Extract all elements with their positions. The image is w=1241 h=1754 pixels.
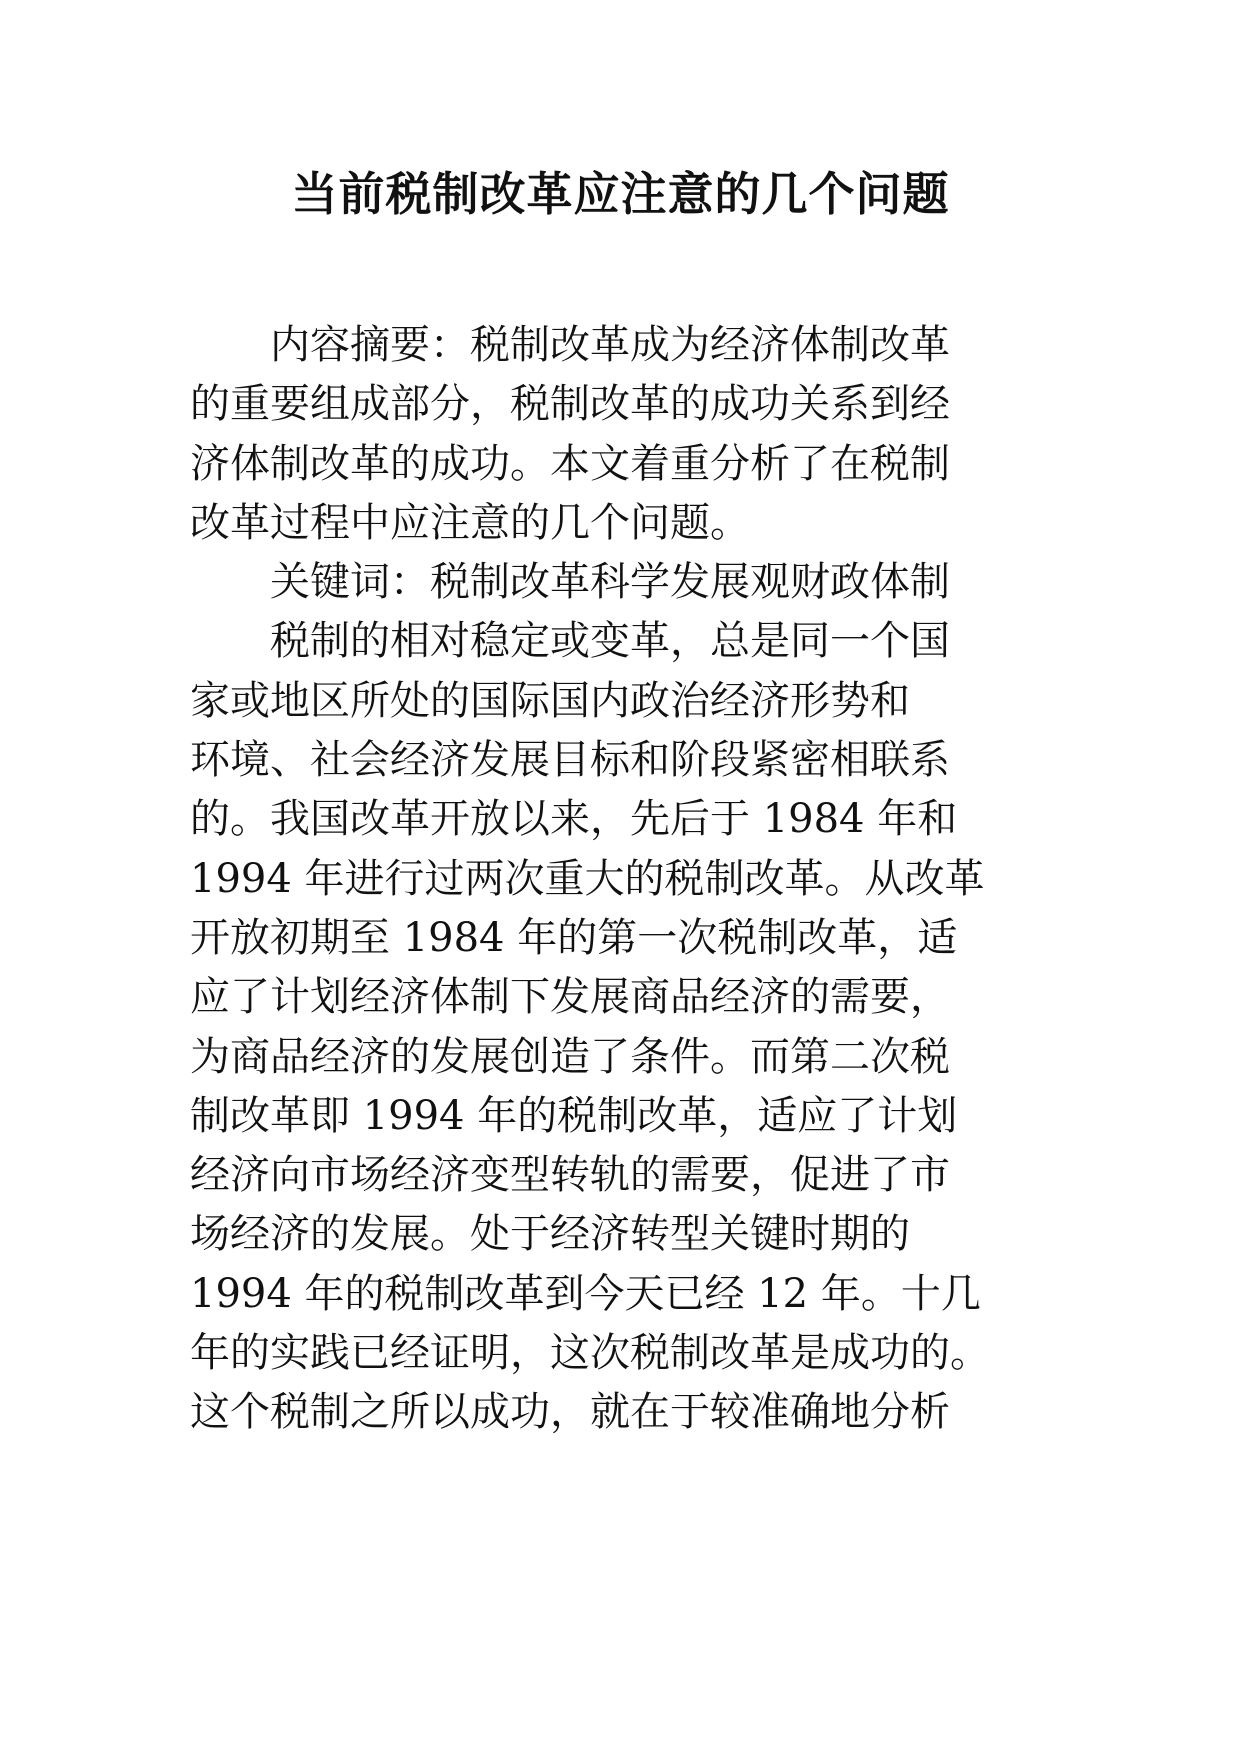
text-line: 年的实践已经证明，这次税制改革是成功的。 [190, 1330, 990, 1377]
text-line: 开放初期至 1984 年的第一次税制改革，适 [190, 914, 958, 961]
text-line: 1994 年进行过两次重大的税制改革。从改革 [190, 855, 985, 902]
text-line: 家或地区所处的国际国内政治经济形势和 [190, 677, 910, 724]
text-line: 场经济的发展。处于经济转型关键时期的 [190, 1211, 910, 1258]
document-title: 当前税制改革应注意的几个问题 [291, 167, 950, 221]
text-line: 济体制改革的成功。本文着重分析了在税制 [190, 440, 950, 487]
text-line: 的重要组成部分，税制改革的成功关系到经 [190, 381, 950, 428]
document-body [190, 316, 1090, 1443]
text-line: 内容摘要：税制改革成为经济体制改革 [190, 322, 950, 368]
text-line: 应了计划经济体制下发展商品经济的需要， [190, 974, 950, 1021]
text-line: 税制的相对稳定或变革，总是同一个国 [190, 618, 950, 665]
text-line: 的。我国改革开放以来，先后于 1984 年和 [190, 796, 958, 843]
text-line: 经济向市场经济变型转轨的需要，促进了市 [190, 1152, 950, 1199]
text-line: 这个税制之所以成功，就在于较准确地分析 [190, 1389, 950, 1436]
text-line: 环境、社会经济发展目标和阶段紧密相联系 [190, 737, 950, 784]
text-line: 为商品经济的发展创造了条件。而第二次税 [190, 1033, 950, 1080]
text-line: 制改革即 1994 年的税制改革，适应了计划 [190, 1092, 958, 1139]
keywords-line: 关键词：税制改革科学发展观财政体制 [190, 559, 950, 606]
text-line: 改革过程中应注意的几个问题。 [190, 499, 750, 546]
text-line: 1994 年的税制改革到今天已经 12 年。十几 [190, 1270, 981, 1317]
